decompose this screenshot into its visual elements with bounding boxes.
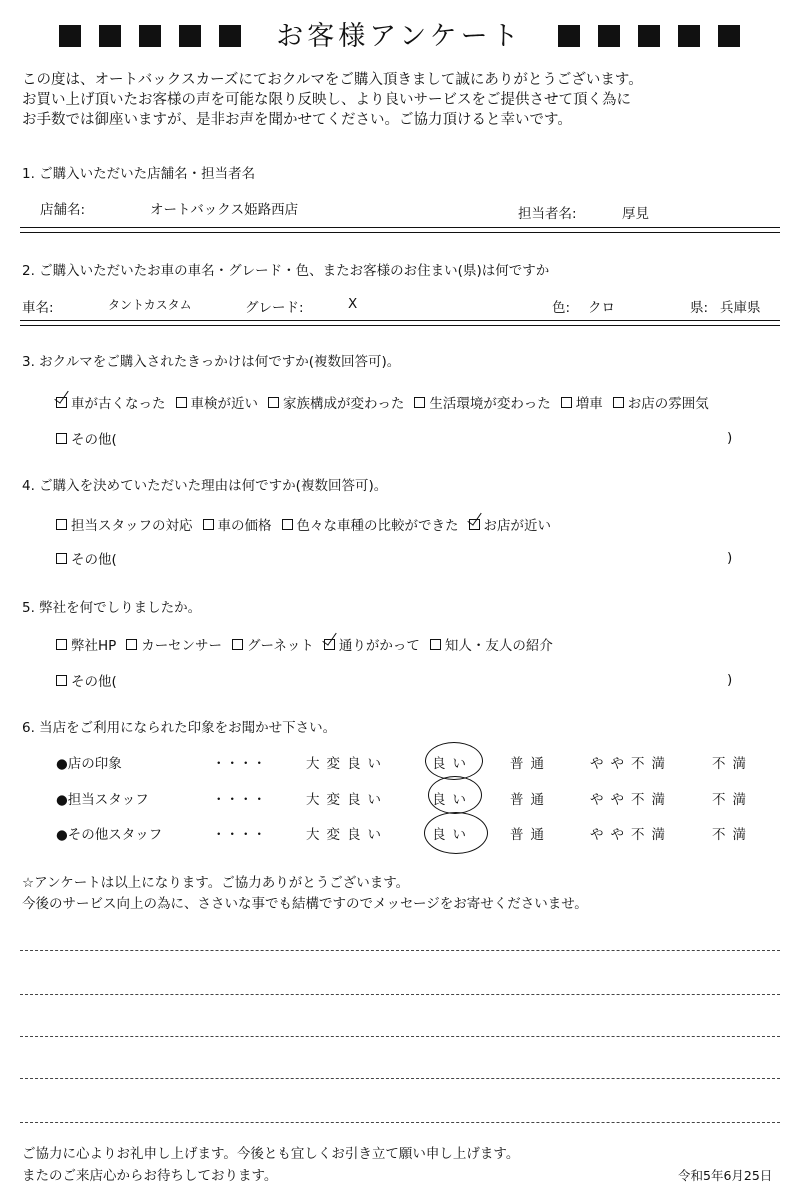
divider bbox=[20, 227, 780, 228]
color-value[interactable]: クロ bbox=[588, 300, 615, 316]
rating-option[interactable]: 不満 bbox=[712, 827, 753, 843]
square-icon bbox=[99, 25, 121, 47]
rating-option-selected[interactable]: 良い bbox=[432, 792, 473, 808]
divider bbox=[20, 232, 780, 233]
color-label: 色: bbox=[552, 300, 571, 316]
intro-text bbox=[22, 70, 643, 130]
q6-dots: ・・・・ bbox=[212, 792, 266, 808]
grade-value[interactable]: X bbox=[348, 296, 358, 312]
square-icon bbox=[638, 25, 660, 47]
pref-value[interactable]: 兵庫県 bbox=[720, 300, 761, 316]
message-line[interactable] bbox=[20, 950, 780, 951]
square-icon bbox=[598, 25, 620, 47]
checkbox-icon[interactable] bbox=[126, 639, 137, 650]
grade-label: グレード: bbox=[245, 300, 304, 316]
staff-label: 担当者名: bbox=[518, 206, 577, 222]
q1-label: 1. ご購入いただいた店舗名・担当者名 bbox=[22, 166, 256, 182]
rating-option[interactable]: 大変良い bbox=[306, 827, 388, 843]
rating-option[interactable]: やや不満 bbox=[590, 827, 672, 843]
q6-row-label: ●担当スタッフ bbox=[56, 792, 149, 808]
q2-label: 2. ご購入いただいたお車の車名・グレード・色、またお客様のお住まい(県)は何ですか bbox=[22, 263, 550, 279]
square-icon bbox=[59, 25, 81, 47]
q6-row-label: ●その他スタッフ bbox=[56, 827, 163, 843]
store-value[interactable]: オートバックス姫路西店 bbox=[150, 202, 299, 218]
checkbox-icon[interactable] bbox=[268, 397, 279, 408]
checkbox-icon[interactable] bbox=[176, 397, 187, 408]
square-icon bbox=[558, 25, 580, 47]
q5-option[interactable]: カーセンサー bbox=[126, 634, 222, 654]
checkbox-icon[interactable] bbox=[56, 639, 67, 650]
checkbox-icon[interactable] bbox=[613, 397, 624, 408]
checkbox-checked-icon[interactable] bbox=[324, 639, 335, 650]
q6-row-label: ●店の印象 bbox=[56, 756, 122, 772]
q3-other-close: ) bbox=[727, 430, 733, 446]
message-line[interactable] bbox=[20, 1036, 780, 1037]
checkbox-icon[interactable] bbox=[203, 519, 214, 530]
q4-option[interactable]: お店が近い bbox=[469, 514, 552, 534]
q4-other-close: ) bbox=[727, 550, 733, 566]
q5-option[interactable]: グーネット bbox=[232, 634, 314, 654]
square-icon bbox=[219, 25, 241, 47]
q4-option[interactable]: 担当スタッフの対応 bbox=[56, 514, 193, 534]
checkbox-icon[interactable] bbox=[414, 397, 425, 408]
q3-option[interactable]: 増車 bbox=[561, 392, 603, 412]
q3-option[interactable]: 車検が近い bbox=[176, 392, 259, 412]
rating-option[interactable]: 不満 bbox=[712, 792, 753, 808]
intro-line: お手数では御座いますが、是非お声を聞かせてください。ご協力頂けると幸いです。 bbox=[22, 112, 572, 128]
square-icon bbox=[718, 25, 740, 47]
intro-line: この度は、オートバックスカーズにておクルマをご購入頂きまして誠にありがとうございます。 bbox=[22, 72, 643, 88]
message-line[interactable] bbox=[20, 1122, 780, 1123]
q3-option[interactable]: 車が古くなった bbox=[56, 392, 166, 412]
q5-other-close: ) bbox=[727, 672, 733, 688]
q5-option[interactable]: 通りがかって bbox=[324, 634, 420, 654]
checkbox-icon[interactable] bbox=[282, 519, 293, 530]
q6-dots: ・・・・ bbox=[212, 756, 266, 772]
rating-option[interactable]: 普通 bbox=[510, 827, 551, 843]
intro-line: お買い上げ頂いたお客様の声を可能な限り反映し、より良いサービスをご提供させて頂く為に bbox=[22, 92, 631, 108]
closing-line: ☆アンケートは以上になります。ご協力ありがとうございます。 bbox=[22, 875, 410, 891]
message-line[interactable] bbox=[20, 994, 780, 995]
pref-label: 県: bbox=[690, 300, 709, 316]
q4-label: 4. ご購入を決めていただいた理由は何ですか(複数回答可)。 bbox=[22, 478, 388, 494]
selection-circle-icon bbox=[424, 812, 488, 854]
checkbox-icon[interactable] bbox=[430, 639, 441, 650]
rating-option-selected[interactable]: 良い bbox=[432, 756, 473, 772]
q3-option[interactable]: お店の雰囲気 bbox=[613, 392, 709, 412]
q3-label: 3. おクルマをご購入されたきっかけは何ですか(複数回答可)。 bbox=[22, 354, 401, 370]
rating-option[interactable]: 大変良い bbox=[306, 792, 388, 808]
q5-options bbox=[56, 634, 563, 654]
footer-line: ご協力に心よりお礼申し上げます。今後とも宜しくお引き立て願い申し上げます。 bbox=[22, 1146, 520, 1162]
q3-option[interactable]: 生活環境が変わった bbox=[414, 392, 550, 412]
q5-option[interactable]: 弊社HP bbox=[56, 634, 116, 654]
date: 令和5年6月25日 bbox=[678, 1168, 773, 1183]
checkbox-icon[interactable] bbox=[56, 553, 67, 564]
rating-option[interactable]: やや不満 bbox=[590, 756, 672, 772]
checkbox-icon[interactable] bbox=[56, 675, 67, 686]
rating-option[interactable]: 普通 bbox=[510, 756, 551, 772]
checkbox-icon[interactable] bbox=[56, 433, 67, 444]
page-title-row bbox=[0, 14, 799, 53]
square-icon bbox=[179, 25, 201, 47]
checkbox-icon[interactable] bbox=[232, 639, 243, 650]
q4-options bbox=[56, 514, 561, 534]
divider bbox=[20, 320, 780, 321]
q5-option[interactable]: 知人・友人の紹介 bbox=[430, 634, 553, 654]
checkbox-icon[interactable] bbox=[561, 397, 572, 408]
rating-option-selected[interactable]: 良い bbox=[432, 827, 473, 843]
q5-label: 5. 弊社を何でしりましたか。 bbox=[22, 600, 202, 616]
q4-option[interactable]: 色々な車種の比較ができた bbox=[282, 514, 459, 534]
page-title: お客様アンケート bbox=[276, 21, 523, 52]
store-label: 店舗名: bbox=[40, 202, 86, 218]
footer-line: またのご来店心からお待ちしております。 bbox=[22, 1168, 278, 1184]
q3-other[interactable]: その他( bbox=[56, 428, 117, 448]
q3-options bbox=[56, 392, 719, 412]
square-icon bbox=[139, 25, 161, 47]
q3-option[interactable]: 家族構成が変わった bbox=[268, 392, 404, 412]
rating-option[interactable]: 不満 bbox=[712, 756, 753, 772]
checkbox-checked-icon[interactable] bbox=[56, 397, 67, 408]
closing-line: 今後のサービス向上の為に、ささいな事でも結構ですのでメッセージをお寄せくださいませ。 bbox=[22, 896, 588, 912]
q4-option[interactable]: 車の価格 bbox=[203, 514, 272, 534]
q5-other[interactable]: その他( bbox=[56, 670, 117, 690]
rating-option[interactable]: やや不満 bbox=[590, 792, 672, 808]
car-label: 車名: bbox=[22, 300, 54, 316]
selection-circle-icon bbox=[425, 742, 483, 780]
checkbox-icon[interactable] bbox=[56, 519, 67, 530]
divider bbox=[20, 325, 780, 326]
selection-circle-icon bbox=[428, 776, 482, 814]
q6-dots: ・・・・ bbox=[212, 827, 266, 843]
q6-label: 6. 当店をご利用になられた印象をお聞かせ下さい。 bbox=[22, 720, 337, 736]
square-icon bbox=[678, 25, 700, 47]
message-line[interactable] bbox=[20, 1078, 780, 1079]
checkbox-checked-icon[interactable] bbox=[469, 519, 480, 530]
q4-other[interactable]: その他( bbox=[56, 548, 117, 568]
rating-option[interactable]: 普通 bbox=[510, 792, 551, 808]
rating-option[interactable]: 大変良い bbox=[306, 756, 388, 772]
car-value[interactable]: タントカスタム bbox=[108, 298, 192, 312]
staff-value[interactable]: 厚見 bbox=[622, 206, 649, 222]
